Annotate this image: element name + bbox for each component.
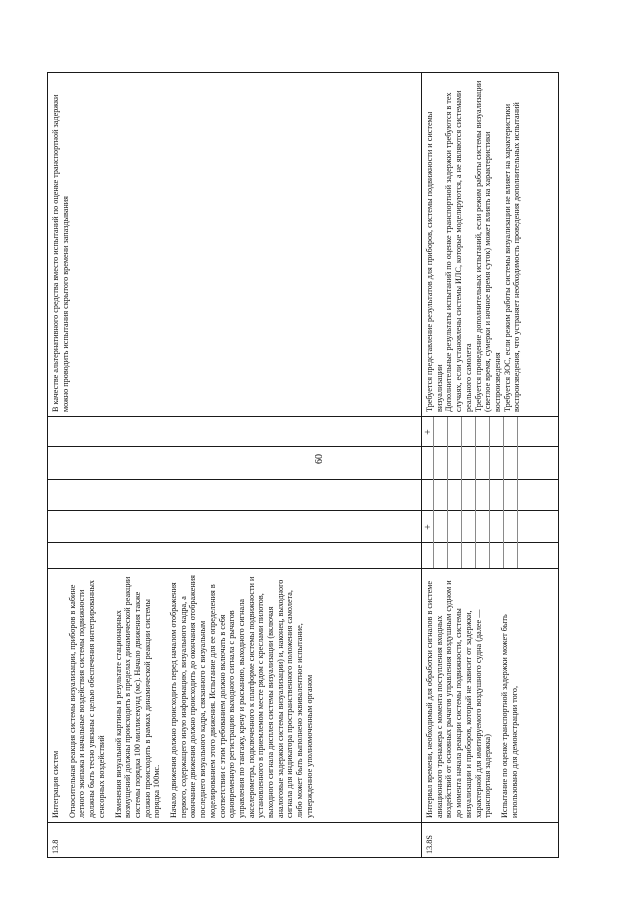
comment-paragraph: В качестве альтернативного средства вместо испытаний по оценке транспортной задержки можно проводить испытания скрытого времени запаздывания xyxy=(51,94,70,412)
requirement-paragraph: Испытание по оценке транспортной задержки может быть использовано для демонстрации того, xyxy=(499,614,519,818)
comment-paragraph: Требуется представление результатов для приборов, системы подвижности и системы визуализации xyxy=(425,111,444,412)
comment-paragraph: Требуется ЗОС, если режим работы системы визуализации не влияет на характеристики воспроизведения, что устраняет необходимость проведения дополнительных испытаний xyxy=(502,102,522,412)
page-number: 60 xyxy=(314,454,325,464)
col-separator-mark-3 xyxy=(47,479,559,480)
col-separator-mark-4 xyxy=(47,446,559,447)
row-2-id xyxy=(425,824,439,854)
table-border-top xyxy=(47,72,48,858)
col-separator-mark-1 xyxy=(47,542,559,543)
row-id-text: 13.8S xyxy=(425,835,434,854)
comment-paragraph: Требуется проведение дополнительных испытаний, если режим работы системы визуализации (светлое время, сумерки и ночное время суток) может влиять на характеристики воспроизведения xyxy=(473,80,502,412)
row-2-requirement xyxy=(425,572,555,818)
table-border-right xyxy=(47,72,559,73)
row-1-comment xyxy=(51,76,417,412)
row-2-comment xyxy=(425,76,555,412)
requirement-paragraph: Интервал времени, необходимый для обработки сигналов в системе авиационного тренажера с момента поступления входных воздействий от основных рычагов управления воздушным судном и до момента начала реакции системы подвижности, системы визуализации и приборов, который не зависит от задержки, характерной для имитируемого воздушного судна (далее — транспортная задержка) xyxy=(425,580,493,818)
row-id-text: 13.8 xyxy=(51,839,60,854)
row-1-id xyxy=(51,826,65,854)
requirement-paragraph: Начало движения должно происходить перед началом отображения первого, содержащего иную информацию, визуального кадра, а окончание движения должно происходить до окончания отображения последнего визуального кадра, связанного с визуальным моделированием этого движения. Испытание для ее определения в соответствии с этим требованием должно включать в себя одновременную регистрацию выходного сигнала с рычагов управления по тангажу, крену и рысканию, выходного сигнала акселерометра, подключенного к платформе системы подвижности и установленного в приемлемом месте рядом с креслами пилотов, выходного сигнала дисплея системы визуализации (включая аналоговые задержки системы визуализации) и, наконец, выходного сигнала для индикатора пространственного положения самолета, либо может быть выполнено эквивалентное испытание, утвержденное уполномоченным органом xyxy=(169,575,314,818)
row-separator xyxy=(421,72,422,858)
row-1-requirement xyxy=(51,572,417,818)
mark-plus-2: + xyxy=(423,429,434,435)
col-separator-requirement xyxy=(47,568,559,569)
table-border-left xyxy=(47,857,559,858)
requirement-paragraph: Изменения визуальной картины в результате стационарных возмущений должны происходить в пределах динамической реакции системы порядка 100 миллисекунд (мс). Начало движения также должно происходить в рамках динамической реакции системы порядка 100мс. xyxy=(113,576,162,818)
comment-paragraph: Дополнительные результаты испытаний по оценке транспортной задержки требуются в тех случаях, если установлены системы ИЛС, которые моделируются, а не являются системами реального самолета xyxy=(444,90,473,412)
requirements-table xyxy=(47,72,559,858)
col-separator-mark-5 xyxy=(47,416,559,417)
table-border-bottom xyxy=(558,72,559,858)
col-separator-mark-2 xyxy=(47,510,559,511)
requirement-heading: Интеграция систем xyxy=(51,750,60,818)
mark-plus-1: + xyxy=(423,524,434,530)
requirement-paragraph: Относительная реакция системы визуализации, приборов в кабине летного экипажа и начальные воздействия системы подвижности должны быть тесно увязаны с целью обеспечения интегрированных сенсорных воздействий xyxy=(67,579,106,818)
col-separator-id xyxy=(47,822,559,823)
